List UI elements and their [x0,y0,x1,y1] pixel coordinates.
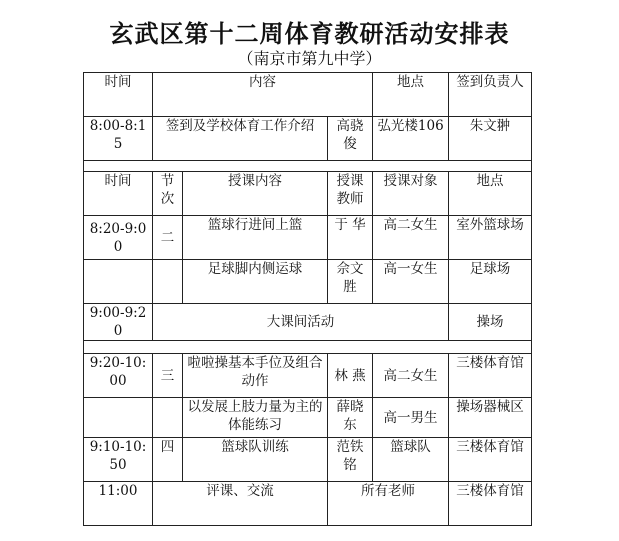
header-target: 授课对象 [373,172,449,216]
cell-place: 操场 [449,304,532,341]
cell-place: 三楼体育馆 [449,438,532,482]
cell-period: 四 [153,438,183,482]
cell-place: 三楼体育馆 [449,354,532,398]
cell-presenter: 高骁俊 [328,117,373,161]
header-place: 地点 [373,73,449,117]
cell-final-content: 评课、交流 [153,482,328,526]
cell-signin: 朱文翀 [449,117,532,161]
cell-teacher: 于 华 [328,216,373,260]
header-teacher: 授课教师 [328,172,373,216]
header-time: 时间 [84,172,153,216]
cell-lesson-content: 篮球队训练 [183,438,328,482]
cell-lesson-content: 以发展上肢力量为主的体能练习 [183,398,328,438]
cell-time: 9:00-9:20 [84,304,153,341]
cell-participants: 所有老师 [328,482,449,526]
schedule-table [83,72,532,526]
table-row [84,438,532,482]
header-lesson-content: 授课内容 [183,172,328,216]
cell-place: 足球场 [449,260,532,304]
table-row [84,304,532,341]
table-spacer [84,161,532,172]
table-row [84,482,532,526]
cell-lesson-content: 足球脚内侧运球 [183,260,328,304]
header-content: 内容 [153,73,373,117]
cell-time: 9:20-10:00 [84,354,153,398]
page-title: 玄武区第十二周体育教研活动安排表 [109,20,510,48]
cell-time: 11:00 [84,482,153,526]
table-row [84,73,532,117]
table-row [84,172,532,216]
table-row [84,354,532,398]
header-signin: 签到负责人 [449,73,532,117]
cell-teacher: 佘文胜 [328,260,373,304]
header-place: 地点 [449,172,532,216]
cell-time: 8:20-9:00 [84,216,153,260]
cell-period: 三 [153,354,183,398]
table-row [84,260,532,304]
cell-lesson-content: 啦啦操基本手位及组合动作 [183,354,328,398]
page-subtitle: （南京市第九中学） [237,49,382,68]
cell-teacher: 林 燕 [328,354,373,398]
table-row [84,398,532,438]
cell-target: 篮球队 [373,438,449,482]
cell-break-activity: 大课间活动 [153,304,449,341]
cell-time: 9:10-10:50 [84,438,153,482]
cell-period: 二 [153,216,183,260]
cell-place: 弘光楼106 [373,117,449,161]
cell-time: 8:00-8:15 [84,117,153,161]
cell-teacher: 范铁铭 [328,438,373,482]
cell-target: 高一女生 [373,260,449,304]
table-row [84,216,532,260]
cell-teacher: 薛晓东 [328,398,373,438]
cell-place: 三楼体育馆 [449,482,532,526]
cell-target: 高一男生 [373,398,449,438]
header-time: 时间 [84,73,153,117]
cell-target: 高二女生 [373,354,449,398]
cell-period [153,260,183,304]
cell-place: 操场器械区 [449,398,532,438]
cell-target: 高二女生 [373,216,449,260]
cell-time [84,398,153,438]
cell-content: 签到及学校体育工作介绍 [153,117,328,161]
cell-lesson-content: 篮球行进间上篮 [183,216,328,260]
table-spacer [84,341,532,354]
cell-period [153,398,183,438]
table-row [84,117,532,161]
header-period: 节次 [153,172,183,216]
cell-place: 室外篮球场 [449,216,532,260]
cell-time [84,260,153,304]
